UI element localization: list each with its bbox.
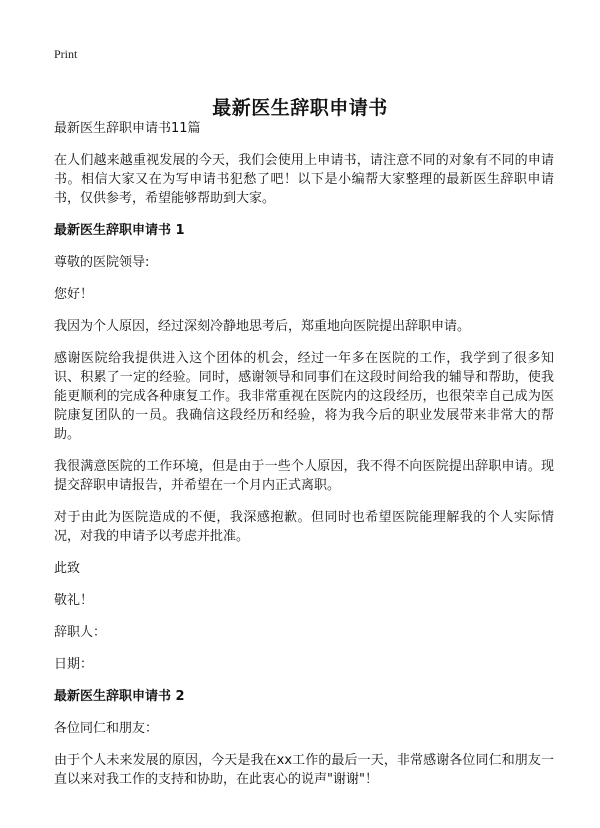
document-body [54, 119, 554, 802]
section-1-paragraph: 我很满意医院的工作环境，但是由于一些个人原因，我不得不向医院提出辞职申请。现提交辞职申请报告，并希望在一个月内正式离职。 [54, 459, 554, 493]
section-1-heading: 最新医生辞职申请书 1 [54, 223, 185, 238]
section-1-date: 日期： [54, 657, 94, 672]
section-1-salutation: 尊敬的医院领导: [54, 255, 150, 270]
page-title: 最新医生辞职申请书 [212, 96, 388, 119]
section-1-paragraph: 我因为个人原因，经过深刻冷静地思考后，郑重地向医院提出辞职申请。 [54, 319, 471, 334]
section-1-closing: 敬礼！ [54, 593, 94, 608]
section-1-paragraph: 对于由此为医院造成的不便，我深感抱歉。但同时也希望医院能理解我的个人实际情况，对我的申请予以考虑并批准。 [54, 510, 554, 544]
section-1-closing: 此致 [54, 561, 81, 576]
intro-paragraph: 在人们越来越重视发展的今天，我们会使用上申请书，请注意不同的对象有不同的申请书。相信大家又在为写申请书犯愁了吧！以下是小编帮大家整理的最新医生辞职申请书，仅供参考，希望能够帮助到大家。 [54, 153, 554, 206]
section-2-heading: 最新医生辞职申请书 2 [54, 689, 185, 704]
section-2-salutation: 各位同仁和朋友： [54, 721, 159, 736]
section-1-greeting: 您好！ [54, 287, 94, 302]
print-label: Print [54, 47, 78, 61]
section-1-signature: 辞职人： [54, 625, 107, 640]
document-subtitle: 最新医生辞职申请书11篇 [54, 121, 201, 136]
section-2-paragraph: 由于个人未来发展的原因，今天是我在xx工作的最后一天，非常感谢各位同仁和朋友一直以来对我工作的支持和协助，在此衷心的说声"谢谢"！ [54, 753, 554, 787]
section-1-paragraph: 感谢医院给我提供进入这个团体的机会，经过一年多在医院的工作，我学到了很多知识、积累了一定的经验。同时，感谢领导和同事们在这段时间给我的辅导和帮助，使我能更顺利的完成各种康复工作。我非常重视在医院内的这段经历，也很荣幸自己成为医院康复团队的一员。我确信这段经历和经验，将为我今后的职业发展带来非常大的帮助。 [54, 351, 554, 442]
